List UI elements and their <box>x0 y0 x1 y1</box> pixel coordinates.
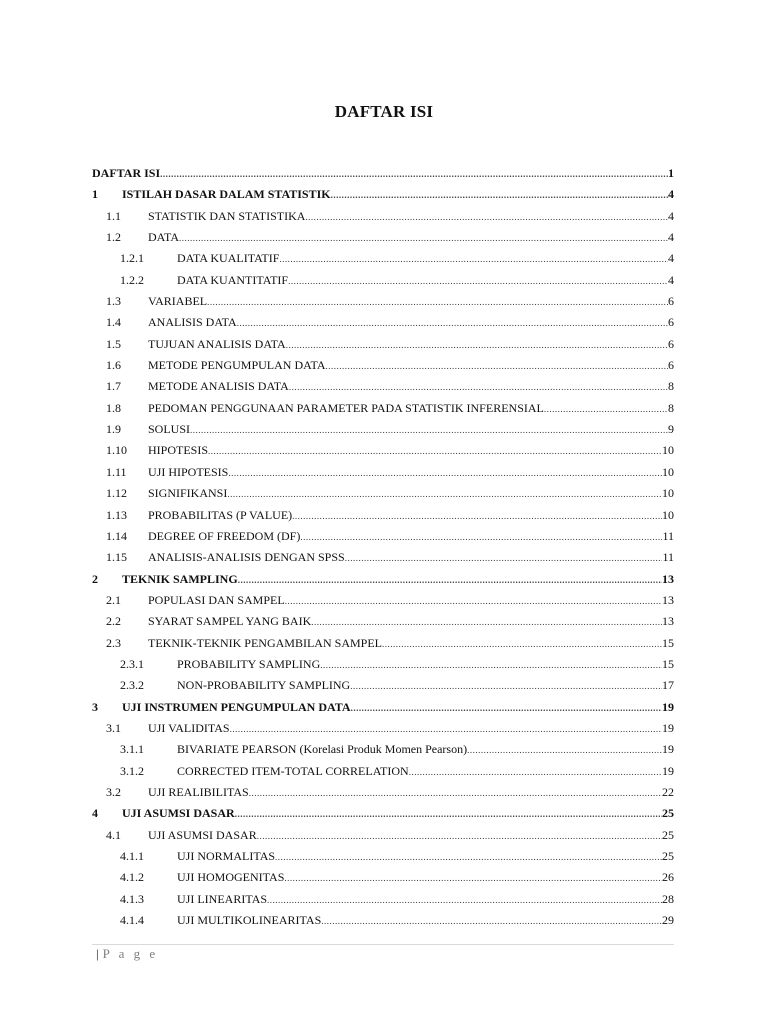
toc-entry-label: UJI REALIBILITAS <box>148 784 249 799</box>
toc-leader-dots <box>326 356 669 377</box>
toc-leader-dots <box>351 698 662 719</box>
toc-leader-dots <box>321 911 662 932</box>
toc-entry-label: UJI NORMALITAS <box>177 849 276 863</box>
toc-entry-label: PROBABILITAS (P VALUE) <box>148 507 293 522</box>
toc-entry[interactable] <box>92 846 674 867</box>
toc-entry-line <box>148 376 674 398</box>
toc-entry[interactable] <box>92 825 674 846</box>
toc-entry-label: UJI MULTIKOLINEARITAS <box>177 913 322 928</box>
toc-entry-label: TEKNIK-TEKNIK PENGAMBILAN SAMPEL <box>148 635 382 650</box>
toc-entry-number: 4.1 <box>106 827 121 842</box>
toc-entry-page: 10 <box>662 443 674 458</box>
toc-leader-dots <box>331 185 668 206</box>
toc-entry[interactable] <box>92 227 674 248</box>
toc-entry-label: ISTILAH DASAR DALAM STATISTIK <box>122 187 331 202</box>
toc-leader-dots <box>285 591 662 612</box>
toc-leader-dots <box>320 655 662 676</box>
toc-leader-dots <box>235 804 662 825</box>
toc-entry-number: 1.2.2 <box>120 272 144 287</box>
toc-entry[interactable] <box>92 547 674 568</box>
toc-entry-number: 1.3 <box>106 294 121 309</box>
toc-entry-page: 4 <box>668 272 674 287</box>
toc-entry-number: 4.1.3 <box>120 891 144 906</box>
toc-entry-page: 9 <box>668 422 674 437</box>
toc-leader-dots <box>467 740 662 761</box>
toc-entry-page: 10 <box>662 507 674 522</box>
toc-entry-number: 3.1 <box>106 720 121 735</box>
toc-entry-label: METODE PENGUMPULAN DATA <box>148 358 326 373</box>
toc-entry-page: 6 <box>668 336 674 351</box>
toc-entry[interactable] <box>92 440 674 461</box>
toc-leader-dots <box>288 271 668 292</box>
toc-entry-number: 4.1.2 <box>120 870 144 885</box>
toc-entry-line <box>148 419 674 441</box>
toc-entry-page: 15 <box>662 635 674 650</box>
toc-entry-number: 2 <box>92 571 98 586</box>
toc-entry-page: 17 <box>662 678 674 693</box>
toc-entry-line <box>148 505 674 527</box>
toc-entry-label: NON-PROBABILITY SAMPLING <box>177 678 351 693</box>
toc-entry-page: 6 <box>668 294 674 309</box>
toc-entry[interactable] <box>92 675 674 696</box>
toc-leader-dots <box>284 868 662 889</box>
toc-entry-page: 29 <box>662 913 674 928</box>
toc-entry-number: 1.11 <box>106 464 127 479</box>
toc-leader-dots <box>300 527 662 548</box>
toc-entry-page: 28 <box>662 891 674 906</box>
toc-entry-number: 1.12 <box>106 486 127 501</box>
toc-entry-page: 11 <box>662 550 674 565</box>
toc-entry[interactable] <box>92 419 674 440</box>
toc-entry-line <box>148 462 674 484</box>
toc-leader-dots <box>228 463 662 484</box>
toc-entry-number: 1.9 <box>106 422 121 437</box>
toc-entry-number: 3.1.1 <box>120 742 144 757</box>
toc-entry-line <box>122 184 674 206</box>
toc-entry-label: POPULASI DAN SAMPEL <box>148 592 285 607</box>
toc-entry-number: 1.4 <box>106 315 121 330</box>
toc-entry-label: STATISTIK DAN STATISTIKA <box>148 208 306 223</box>
toc-entry[interactable] <box>92 718 674 739</box>
toc-entry-label: HIPOTESIS <box>148 443 209 458</box>
toc-entry-page: 6 <box>668 358 674 373</box>
toc-entry[interactable] <box>92 803 674 824</box>
toc-entry-label: DAFTAR ISI <box>92 166 161 180</box>
toc-entry-number: 1.14 <box>106 528 127 543</box>
toc-leader-dots <box>179 228 668 249</box>
toc-entry[interactable] <box>92 867 674 888</box>
toc-entry-page: 8 <box>668 400 674 415</box>
toc-leader-dots <box>345 548 663 569</box>
toc-entry-number: 2.3.1 <box>120 656 144 671</box>
toc-entry-number: 4.1.1 <box>120 849 144 863</box>
toc-entry[interactable] <box>92 398 674 419</box>
toc-entry-line <box>122 803 674 825</box>
toc-entry[interactable] <box>92 697 674 718</box>
toc-entry-number: 1.2.1 <box>120 251 144 266</box>
toc-entry-page: 10 <box>662 464 674 479</box>
toc-entry-label: UJI INSTRUMEN PENGUMPULAN DATA <box>122 699 351 714</box>
toc-entry-line <box>148 590 674 612</box>
toc-entry-number: 3 <box>92 699 98 714</box>
toc-entry[interactable] <box>92 163 674 184</box>
toc-entry-page: 19 <box>662 720 674 735</box>
toc-entry-label: SYARAT SAMPEL YANG BAIK <box>148 614 312 629</box>
toc-entry-label: UJI HIPOTESIS <box>148 464 229 479</box>
toc-leader-dots <box>409 762 662 783</box>
toc-entry-label: TUJUAN ANALISIS DATA <box>148 336 286 351</box>
toc-leader-dots <box>382 634 662 655</box>
toc-entry[interactable] <box>92 505 674 526</box>
toc-entry-line <box>122 697 674 719</box>
toc-entry-label: UJI HOMOGENITAS <box>177 870 285 885</box>
toc-entry-line <box>148 825 674 847</box>
toc-entry-line <box>177 761 674 783</box>
toc-leader-dots <box>237 313 668 334</box>
toc-entry[interactable] <box>92 654 674 675</box>
toc-leader-dots <box>249 783 662 804</box>
toc-entry[interactable] <box>92 270 674 291</box>
toc-entry-line <box>177 910 674 932</box>
toc-entry-page: 4 <box>668 187 674 202</box>
toc-entry-page: 15 <box>662 656 674 671</box>
toc-entry[interactable] <box>92 248 674 269</box>
toc-entry-page: 11 <box>662 528 674 543</box>
toc-entry[interactable] <box>92 633 674 654</box>
toc-entry[interactable] <box>92 462 674 483</box>
toc-leader-dots <box>230 719 662 740</box>
toc-entry-page: 13 <box>662 614 674 629</box>
toc-entry[interactable] <box>92 590 674 611</box>
toc-entry-page: 19 <box>662 742 674 757</box>
toc-entry-label: BIVARIATE PEARSON (Korelasi Produk Momen Pearson) <box>177 742 468 757</box>
toc-entry-number: 1 <box>92 187 98 202</box>
toc-entry-line <box>177 248 674 270</box>
toc-entry-line <box>148 227 674 249</box>
toc-entry[interactable] <box>92 889 674 910</box>
toc-entry-label: UJI ASUMSI DASAR <box>148 827 257 842</box>
toc-leader-dots <box>160 164 668 185</box>
toc-entry-line <box>148 334 674 356</box>
toc-entry[interactable] <box>92 376 674 397</box>
toc-entry-label: DATA KUANTITATIF <box>177 272 289 287</box>
toc-entry-line <box>177 654 674 676</box>
toc-entry-label: ANALISIS DATA <box>148 315 237 330</box>
toc-entry[interactable] <box>92 569 674 590</box>
toc-entry-line <box>148 782 674 804</box>
toc-entry-number: 1.8 <box>106 400 121 415</box>
toc-entry[interactable] <box>92 312 674 333</box>
toc-entry-line <box>177 270 674 292</box>
toc-entry[interactable] <box>92 355 674 376</box>
toc-leader-dots <box>267 890 662 911</box>
toc-leader-dots <box>275 847 662 868</box>
toc-entry[interactable] <box>92 910 674 931</box>
toc-entry-page: 10 <box>662 486 674 501</box>
toc-leader-dots <box>305 207 668 228</box>
toc-entry-page: 19 <box>662 699 674 714</box>
footer-page-label: P a g e <box>102 946 159 961</box>
toc-entry-page: 4 <box>668 230 674 245</box>
toc-entry[interactable] <box>92 483 674 504</box>
toc-entry-line <box>148 483 674 505</box>
footer-separator: | <box>96 946 99 961</box>
toc-leader-dots <box>289 377 668 398</box>
footer-divider <box>92 944 674 945</box>
toc-entry-page: 4 <box>668 251 674 266</box>
toc-entry-label: TEKNIK SAMPLING <box>122 571 238 586</box>
toc-leader-dots <box>292 506 662 527</box>
toc-entry-line <box>177 867 674 889</box>
toc-entry-number: 2.1 <box>106 592 121 607</box>
toc-entry-number: 1.10 <box>106 443 127 458</box>
toc-entry-line <box>148 633 674 655</box>
toc-entry-line <box>148 611 674 633</box>
toc-entry-number: 1.15 <box>106 550 127 565</box>
toc-entry[interactable] <box>92 206 674 227</box>
toc-entry-number: 1.1 <box>106 208 121 223</box>
toc-entry-label: METODE ANALISIS DATA <box>148 379 289 394</box>
toc-entry-label: SIGNIFIKANSI <box>148 486 228 501</box>
toc-leader-dots <box>257 826 662 847</box>
toc-entry-label: DATA <box>148 230 180 245</box>
toc-entry-number: 1.6 <box>106 358 121 373</box>
toc-entry-label: PEDOMAN PENGGUNAAN PARAMETER PADA STATISTIK INFERENSIAL <box>148 400 544 415</box>
toc-entry-number: 1.5 <box>106 336 121 351</box>
toc-entry-number: 2.3.2 <box>120 678 144 693</box>
toc-entry-line <box>92 163 674 185</box>
toc-entry-page: 13 <box>662 571 674 586</box>
toc-leader-dots <box>207 292 668 313</box>
toc-entry[interactable] <box>92 184 674 205</box>
toc-entry-label: UJI LINEARITAS <box>177 891 268 906</box>
toc-entry-label: CORRECTED ITEM-TOTAL CORRELATION <box>177 763 409 778</box>
toc-entry-line <box>148 718 674 740</box>
toc-entry[interactable] <box>92 334 674 355</box>
toc-entry-line <box>177 846 674 868</box>
toc-entry-number: 2.3 <box>106 635 121 650</box>
toc-leader-dots <box>350 676 662 697</box>
toc-entry-number: 4 <box>92 806 98 821</box>
toc-entry-page: 25 <box>662 827 674 842</box>
toc-entry-number: 2.2 <box>106 614 121 629</box>
toc-entry-number: 3.1.2 <box>120 763 144 778</box>
toc-entry-label: UJI ASUMSI DASAR <box>122 806 235 821</box>
toc-entry-line <box>148 291 674 313</box>
toc-entry-line <box>177 889 674 911</box>
toc-leader-dots <box>544 399 668 420</box>
document-title: DAFTAR ISI <box>334 102 434 121</box>
toc-entry-page: 25 <box>662 849 674 863</box>
toc-entry-page: 6 <box>668 315 674 330</box>
toc-entry-number: 1.13 <box>106 507 127 522</box>
toc-entry-page: 1 <box>668 166 674 180</box>
toc-leader-dots <box>227 484 662 505</box>
toc-entry-label: UJI VALIDITAS <box>148 720 230 735</box>
toc-entry[interactable] <box>92 291 674 312</box>
toc-entry[interactable] <box>92 761 674 782</box>
toc-entry-line <box>148 206 674 228</box>
toc-entry-page: 13 <box>662 592 674 607</box>
toc-entry[interactable] <box>92 526 674 547</box>
toc-entry-line <box>148 526 674 548</box>
toc-leader-dots <box>190 420 668 441</box>
toc-entry-page: 8 <box>668 379 674 394</box>
page-footer <box>96 946 158 962</box>
toc-entry-number: 1.2 <box>106 230 121 245</box>
toc-entry[interactable] <box>92 782 674 803</box>
toc-entry-label: ANALISIS-ANALISIS DENGAN SPSS <box>148 550 345 565</box>
toc-leader-dots <box>208 441 662 462</box>
toc-entry-line <box>148 440 674 462</box>
toc-entry-line <box>177 675 674 697</box>
toc-entry-label: DATA KUALITATIF <box>177 251 280 266</box>
toc-entry-label: SOLUSI <box>148 422 191 437</box>
toc-entry-number: 1.7 <box>106 379 121 394</box>
toc-leader-dots <box>286 335 668 356</box>
table-of-contents <box>92 163 674 931</box>
toc-entry-label: VARIABEL <box>148 294 208 309</box>
toc-leader-dots <box>279 249 668 270</box>
toc-entry-line <box>148 398 674 420</box>
toc-entry-line <box>148 312 674 334</box>
toc-entry-number: 3.2 <box>106 784 121 799</box>
toc-entry-page: 25 <box>662 806 674 821</box>
toc-entry-line <box>148 355 674 377</box>
toc-entry[interactable] <box>92 611 674 632</box>
toc-entry-page: 22 <box>662 784 674 799</box>
toc-entry-label: PROBABILITY SAMPLING <box>177 656 321 671</box>
toc-entry-label: DEGREE OF FREEDOM (DF) <box>148 528 301 543</box>
toc-leader-dots <box>311 612 662 633</box>
toc-entry-line <box>122 569 674 591</box>
toc-entry-page: 26 <box>662 870 674 885</box>
toc-leader-dots <box>238 570 662 591</box>
toc-entry-page: 4 <box>668 208 674 223</box>
toc-entry[interactable] <box>92 739 674 760</box>
toc-entry-page: 19 <box>662 763 674 778</box>
toc-entry-line <box>148 547 674 569</box>
toc-entry-number: 4.1.4 <box>120 913 144 928</box>
toc-entry-line <box>177 739 674 761</box>
